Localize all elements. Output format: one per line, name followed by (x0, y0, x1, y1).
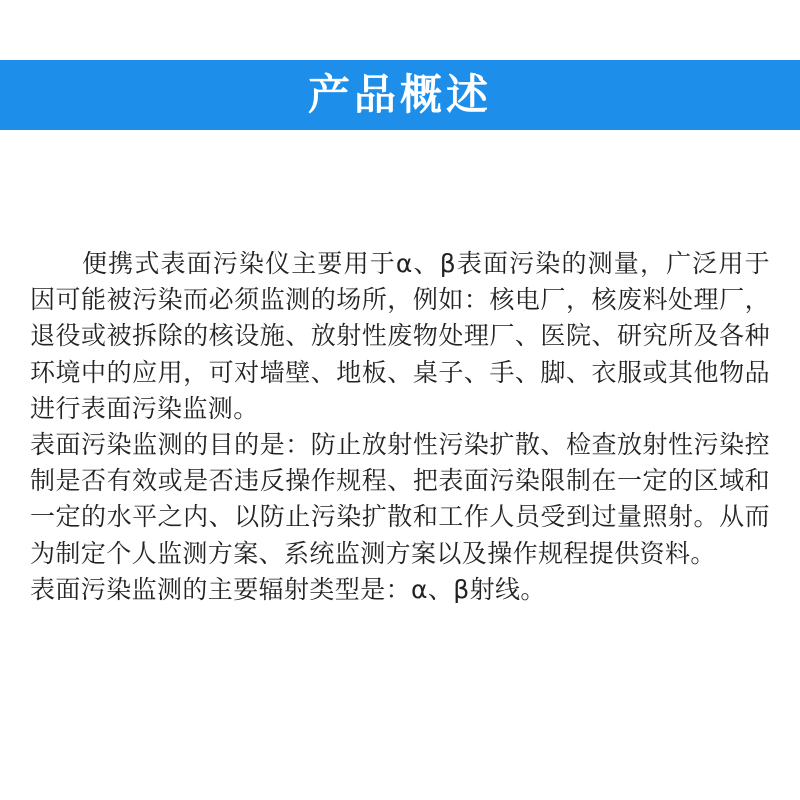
paragraph-purpose: 表面污染监测的目的是：防止放射性污染扩散、检查放射性污染控制是否有效或是否违反操作规程、把表面污染限制在一定的区域和一定的水平之内、以防止污染扩散和工作人员受到过量照射。从而为制定个人监测方案、系统监测方案以及操作规程提供资料。 (30, 430, 770, 568)
product-overview-text (30, 246, 770, 608)
section-header-banner (0, 60, 800, 130)
section-title: 产品概述 (307, 70, 492, 119)
paragraph-radiation-types: 表面污染监测的主要辐射类型是：α、β射线。 (30, 574, 546, 604)
paragraph-intro: 便携式表面污染仪主要用于α、β表面污染的测量，广泛用于因可能被污染而必须监测的场所，例如：核电厂，核废料处理厂，退役或被拆除的核设施、放射性废物处理厂、医院、研究所及各种环境中的应用，可对墙壁、地板、桌子、手、脚、衣服或其他物品进行表面污染监测。 (30, 249, 770, 423)
